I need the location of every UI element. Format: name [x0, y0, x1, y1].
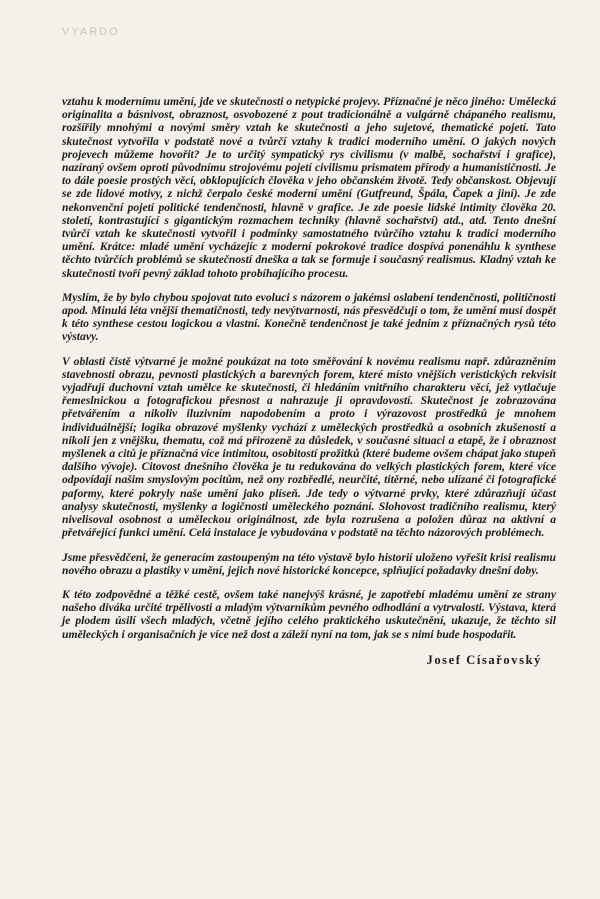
author-signature: Josef Císařovský	[426, 652, 542, 667]
paragraph-5: K této zodpovědné a těžké cestě, ovšem také nanejvýš krásné, je zapotřebí mladému umění ze strany našeho diváka určité trpělivosti a mladým výtvarníkům pevného odhodlání a vytrvalosti. Výstava, která je plodem úsilí všech mladých, včetně jejího celého praktického uskutečnění, ukazuje, že těchto sil uměleckých i organisačních je více než dost a záleží nyní na tom, jak se s nimi bude hospodařit.	[62, 587, 556, 641]
show-through-text: VYARDO	[62, 26, 120, 38]
paragraph-3: V oblasti čistě výtvarné je možné poukázat na toto směřování k novému realismu např. zdůrazněním stavebnosti obrazu, pevnosti plastických a barevných forem, které místo vnějších veristických rekvisit vyjadřují duchovní vztah umělce ke skutečnosti, či hledáním vnitřního charakteru věcí, jež vytlačuje řemeslnickou a fotografickou přesnost a nahrazuje ji opravdovostí. Skutečnost je zobrazována přetvářením a nikoliv iluzivním napodobením a proto i výrazovost prostředků je mnohem individuálnější; logika obrazové myšlenky vychází z uměleckých prostředků a osobních zkušeností a nikoli jen z vnějšku, thematu, což má přirozeně za důsledek, v současné situaci a etapě, že i obraznost myšlenek a citů je příznačná více intimitou, osobitostí prožitků (které budeme ovšem chápat jako stupeň dalšího vývoje). Citovost dnešního člověka je tu redukována do velkých plastických forem, které více odpovídají našim smyslovým pocitům, než ony rozbředlé, neurčité, titěrné, nebo ulízané či fotografické paformy, které pokryly naše umění jako plíseň. Jde tedy o výtvarné prvky, které zdůrazňují účast analysy skutečnosti, myšlenky a logičnosti uměleckého poznání. Slohovost tradičního realismu, který nivelisoval osobnost a uměleckou originálnost, zde byla rozrušena a položen důraz na aktivní a přetvářející funkci umění. Celá instalace je vybudována v podstatě na těchto názorových problémech.	[62, 354, 556, 540]
paragraph-1: vztahu k modernímu umění, jde ve skutečnosti o netypické projevy. Příznačné je něco jiného: Umělecká originalita a básnivost, obraznost, osvobozené z pout tradicionálně a vulgárně chápaného realismu, rozšířily mnohými a novými směry vztah ke skutečnosti a jeho sujetové, thematické pojetí. Tato skutečnost vytvořila v podstatě nové a tvůrčí vztahy k tradici moderního umění. O jakých nových projevech můžeme hovořit? Je to určitý sympatický rys civilismu (v malbě, sochařství i grafice), nazíraný ovšem oproti původnímu strojovému pojetí civilismu prismatem přírody a humanističnosti. Je to dále poesie prostých věcí, obklopujících člověka v jeho občanském životě. Tedy občanskost. Objevují se zde lidové motivy, z nichž čerpalo české moderní umění (Gutfreund, Špála, Čapek a jiní). Je zde nekonvenční pojetí politické tendenčnosti, hlavně v grafice. Je zde poesie lidské intimity člověka 20. století, kontrastující s gigantickým rozmachem techniky (hlavně sochařství) atd., atd. Tento dnešní tvůrčí vztah ke skutečnosti vytvořil i podmínky samostatného tvůrčího vztahu k tradici moderního umění. Krátce: mladé umění vycházejíc z moderní pokrokové tradice dospívá ponenáhlu k synthese těchto tvůrčích problémů se skutečností dneška a tak se formuje i současný realismus. Kladný vztah ke skutečnosti tvoří pevný základ tohoto probíhajícího procesu.	[62, 95, 556, 280]
paragraph-2: Myslím, že by bylo chybou spojovat tuto evoluci s názorem o jakémsi oslabení tendenčnosti, političnosti apod. Minulá léta vnější thematičnosti, tedy nevýtvarnosti, nás přesvědčují o tom, že umění musí dospět k této synthese cestou logickou a vlastní. Konečně tendenčnost je také jedním z příznačných rysů této výstavy.	[62, 290, 556, 344]
paragraph-4: Jsme přesvědčeni, že generacím zastoupeným na této výstavě bylo historií uloženo vyřešit krisi realismu nového obrazu a plastiky v umění, jejich nové historické koncepce, splňující požadavky dnešní doby.	[62, 550, 556, 577]
